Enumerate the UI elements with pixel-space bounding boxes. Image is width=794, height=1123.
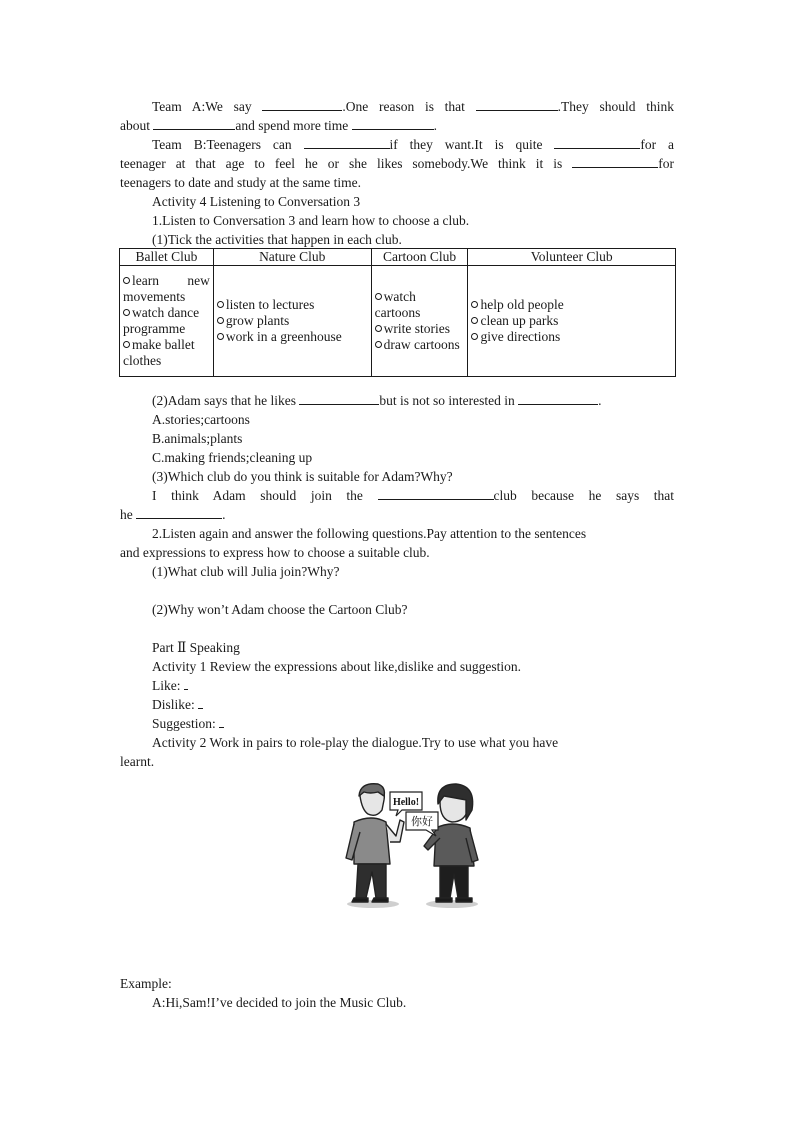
task-2-line-2: and expressions to express how to choose a suitable club. xyxy=(120,545,430,560)
team-a-text: .One reason is that xyxy=(342,99,465,114)
tick-circle-icon[interactable] xyxy=(471,301,478,308)
activity-2-line-1: Activity 2 Work in pairs to role-play the dialogue.Try to use what you have xyxy=(152,735,559,750)
header-ballet-club: Ballet Club xyxy=(120,249,214,266)
activity-4-heading: Activity 4 Listening to Conversation 3 xyxy=(152,194,361,209)
activity-option[interactable]: write stories xyxy=(375,321,465,337)
activity-option[interactable]: watch cartoons xyxy=(374,289,421,320)
activity-option[interactable]: make ballet clothes xyxy=(123,337,195,368)
question-2-1: (1)What club will Julia join?Why? xyxy=(152,564,340,579)
tick-circle-icon[interactable] xyxy=(375,293,382,300)
team-a-text: .They should think xyxy=(557,99,674,114)
volunteer-club-cell xyxy=(468,266,676,377)
tick-circle-icon[interactable] xyxy=(375,325,382,332)
activity-option[interactable]: clean up parks xyxy=(471,313,672,329)
team-b-text: for xyxy=(658,156,674,171)
team-b-text: teenager at that age to feel he or she likes somebody.We think it is xyxy=(120,156,563,171)
cartoon-club-cell xyxy=(371,266,468,377)
team-a-text: about xyxy=(120,118,150,133)
answer-blank[interactable] xyxy=(476,97,558,111)
table-row xyxy=(120,266,676,377)
tick-circle-icon[interactable] xyxy=(123,341,130,348)
answer-blank[interactable] xyxy=(572,154,658,168)
answer-blank[interactable] xyxy=(184,676,188,690)
tick-circle-icon[interactable] xyxy=(123,277,130,284)
answer-blank[interactable] xyxy=(153,116,235,130)
option-a: A.stories;cartoons xyxy=(152,412,250,427)
activity-option[interactable]: draw cartoons xyxy=(375,337,465,353)
tick-circle-icon[interactable] xyxy=(217,333,224,340)
tick-circle-icon[interactable] xyxy=(471,333,478,340)
activity-option[interactable]: listen to lectures xyxy=(217,297,368,313)
team-a-text: and spend more time xyxy=(235,118,349,133)
option-b: B.animals;plants xyxy=(152,431,243,446)
bubble-hello-text: Hello! xyxy=(392,797,420,808)
task-1-instruction: 1.Listen to Conversation 3 and learn how to choose a club. xyxy=(152,213,470,228)
team-b-line-3: teenagers to date and study at the same time. xyxy=(120,175,362,190)
answer-blank[interactable] xyxy=(518,391,598,405)
tick-circle-icon[interactable] xyxy=(375,341,382,348)
task-2-line-1: 2.Listen again and answer the following questions.Pay attention to the sentences xyxy=(152,526,587,541)
tick-circle-icon[interactable] xyxy=(217,301,224,308)
activity-option[interactable]: give directions xyxy=(471,329,672,345)
activity-1-heading: Activity 1 Review the expressions about like,dislike and suggestion. xyxy=(152,659,521,674)
suggestion-line: Suggestion: xyxy=(152,714,674,733)
bubble-nihao-text: 你好 xyxy=(411,815,433,828)
example-label: Example: xyxy=(120,976,172,991)
tick-circle-icon[interactable] xyxy=(123,309,130,316)
activity-option[interactable]: grow plants xyxy=(217,313,368,329)
question-2: (2)Adam says that he likes but is not so interested in . xyxy=(152,393,602,408)
nature-club-cell xyxy=(213,266,371,377)
answer-blank[interactable] xyxy=(554,135,640,149)
like-line: Like: xyxy=(152,676,674,695)
team-b-text: for a xyxy=(640,137,675,152)
team-b-text: if they want.It is quite xyxy=(389,137,543,152)
team-b-line-1 xyxy=(152,135,674,154)
greeting-illustration xyxy=(340,780,490,912)
answer-blank[interactable] xyxy=(262,97,342,111)
answer-blank[interactable] xyxy=(378,486,494,500)
girl-figure xyxy=(424,784,478,902)
answer-blank[interactable] xyxy=(219,714,224,728)
answer-blank[interactable] xyxy=(352,116,434,130)
activity-option[interactable]: work in a greenhouse xyxy=(217,329,368,345)
answer-blank[interactable] xyxy=(198,695,203,709)
part-2-heading: Part Ⅱ Speaking xyxy=(152,640,240,655)
team-a-line-2 xyxy=(120,116,674,135)
activity-option[interactable]: watch dance programme xyxy=(123,305,200,336)
answer-blank[interactable] xyxy=(136,505,222,519)
question-2-2: (2)Why won’t Adam choose the Cartoon Club? xyxy=(152,602,408,617)
speech-bubble-nihao xyxy=(406,812,438,836)
tick-circle-icon[interactable] xyxy=(471,317,478,324)
answer-sentence-line-1: I think Adam should join the club because he says that xyxy=(152,488,675,503)
team-a-text: . xyxy=(433,118,437,133)
activity-option[interactable]: help old people xyxy=(471,297,672,313)
example-dialogue-line: A:Hi,Sam!I’ve decided to join the Music Club. xyxy=(152,995,407,1010)
header-cartoon-club: Cartoon Club xyxy=(371,249,468,266)
answer-blank[interactable] xyxy=(304,135,390,149)
activity-option[interactable]: learn new movements xyxy=(123,273,210,304)
ballet-club-cell xyxy=(120,266,214,377)
team-b-text: Team B:Teenagers can xyxy=(152,137,292,152)
option-c: C.making friends;cleaning up xyxy=(152,450,313,465)
activity-2-line-2: learnt. xyxy=(120,754,155,769)
tick-circle-icon[interactable] xyxy=(217,317,224,324)
question-3: (3)Which club do you think is suitable for Adam?Why? xyxy=(152,469,453,484)
answer-sentence-line-2: he . xyxy=(120,507,226,522)
team-a-text: Team A:We say xyxy=(152,99,252,114)
team-b-line-2 xyxy=(120,154,674,173)
header-nature-club: Nature Club xyxy=(213,249,371,266)
dislike-line: Dislike: xyxy=(152,695,674,714)
answer-blank[interactable] xyxy=(299,391,379,405)
club-activities-table xyxy=(119,248,676,377)
team-a-line-1 xyxy=(152,97,674,116)
task-1-1-instruction: (1)Tick the activities that happen in each club. xyxy=(152,232,402,247)
table-header-row xyxy=(120,249,676,266)
header-volunteer-club: Volunteer Club xyxy=(468,249,676,266)
